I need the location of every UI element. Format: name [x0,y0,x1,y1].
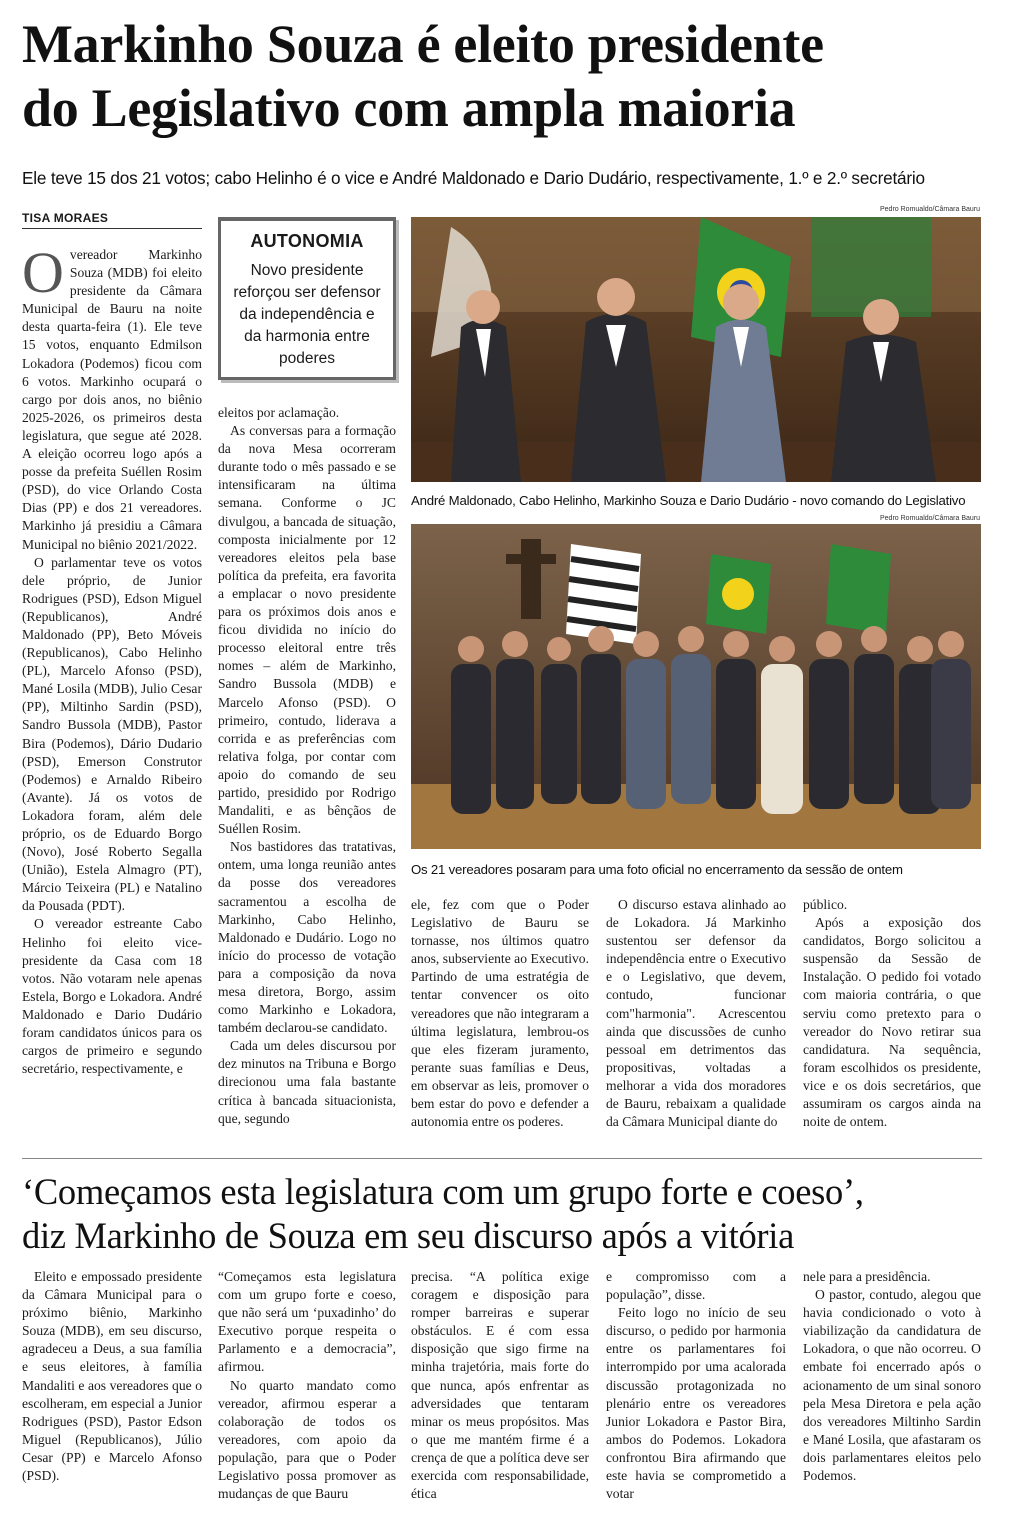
sidebar-text: Novo presidente reforçou ser defensor da independência e da harmonia entre poderes [233,262,381,367]
article2-column-2 [218,1268,396,1503]
article-paragraph: O parlamentar teve os votos dele próprio, de Junior Rodrigues (PSD), Edson Miguel (Republicanos), André Maldonado (PP), Beto Móveis (Republicanos), Cabo Helinho (PL), Marcelo Afonso (PSD), Mané Losila (MDB), Julio Cesar (PP), Miltinho Sardin (PSD), Sandro Bussola (MDB), Pastor Bira (Podemos), Dário Dudario (PSD), Emerson Construtor (Podemos) e Arnaldo Ribeiro (Avante). Já os votos de Lokadora foram, além dele próprio, os de Eduardo Borgo (Novo), José Roberto Segalla (União), Estela Almagro (PT), Márcio Teixeira (PL) e Natalino da Pousada (PDT). [22,554,202,914]
article2-column-3 [411,1268,589,1503]
article-column-2 [218,404,396,1128]
article2-column-4 [606,1268,786,1503]
article-column-4 [606,896,786,1131]
second-headline-line-2: diz Markinho de Souza em seu discurso após a vitória [22,1215,795,1256]
article-column-1 [22,240,202,1078]
headline-line-1: Markinho Souza é eleito presidente [22,14,824,74]
photo-caption: Os 21 vereadores posaram para uma foto oficial no encerramento da sessão de ontem [411,862,903,877]
photo-vereadores-grupo [411,524,981,849]
article2-column-5 [803,1268,981,1485]
photo-mesa-diretora [411,217,981,482]
section-divider [22,1158,982,1159]
photo-credit: Pedro Romualdo/Câmara Bauru [880,206,980,213]
article-paragraph: público. [803,897,848,912]
dropcap: O [22,240,64,305]
subhead: Ele teve 15 dos 21 votos; cabo Helinho é o vice e André Maldonado e Dario Dudário, respectivamente, 1.º e 2.º secretário [22,168,925,188]
second-headline [22,1170,997,1258]
article-paragraph: As conversas para a formação da nova Mesa ocorreram durante todo o mês passado e se intensificaram na última semana. Conforme o JC divulgou, a bancada de situação, composta inicialmente por 12 vereadores eleitos pela base política da prefeita, era favorita a emplacar o novo presidente para os próximos dois anos e ficou dividida no início do processo eleitoral entre três nomes – além de Markinho, Sandro Bussola (MDB) e Marcelo Afonso (PSD). O primeiro, contudo, liderava a corrida e as preferências com relativa folga, por contar com apoio do comando de seu partido, presidido por Rodrigo Mandaliti, e as bênçãos de Suéllen Rosim. [218,423,396,837]
article-paragraph: O pastor, contudo, alegou que havia condicionado o voto à viabilização da candidatura de Lokadora, o que não ocorreu. O embate foi encerrado após o acionamento de um sinal sonoro pela Mesa Diretora e pela ação dos vereadores Miltinho Sardin e Mané Losila, que afastaram os dois parlamentares eleitos pelo Podemos. [803,1287,981,1484]
article-paragraph: nele para a presidência. [803,1269,931,1284]
headline-line-2: do Legislativo com ampla maioria [22,78,796,138]
second-headline-line-1: ‘Começamos esta legislatura com um grupo forte e coeso’, [22,1171,864,1212]
article-paragraph: Após a exposição dos candidatos, Borgo solicitou a suspensão da Sessão de Instalação. O pedido foi votado com maioria contrária, o que serviu como pretexto para o vereador do Novo retirar sua candidatura. Na sequência, foram escolhidos os presidente, vice e os dois secretários, que assumiram os cargos ainda na noite de ontem. [803,915,981,1130]
headline [22,12,997,140]
photo-credit: Pedro Romualdo/Câmara Bauru [880,515,980,522]
article-paragraph: O vereador estreante Cabo Helinho foi eleito vice-presidente da Casa com 18 votos. Não votaram nele apenas Estela, Borgo e Lokadora. André Maldonado e Dario Dudário foram candidatos únicos para os cargos de primeiro e segundo secretário, respectivamente, e [22,916,202,1077]
article-paragraph: vereador Markinho Souza (MDB) foi eleito presidente da Câmara Municipal de Bauru na noite desta quarta-feira (1). Ele teve 15 votos, enquanto Edmilson Lokadora (Podemos) ficou com 6 votos. Markinho ocupará o cargo por dois anos, no biênio 2025-2026, os primeiros desta legislatura, que segue até 2028. A eleição ocorreu logo após a posse da prefeita Suéllen Rosim (PSD), do vice Orlando Costa Dias (PP) e dos 21 vereadores. Markinho já presidiu a Câmara Municipal no biênio 2021/2022. [22,247,202,552]
article-paragraph: precisa. “A política exige coragem e disposição para romper barreiras e superar obstáculos. E é com essa disposição que sigo firme na minha trajetória, mais forte do que nunca, após enfrentar as adversidades que tentaram minar os meus propósitos. Mas o que me mantém firme é a crença de que a política deve ser exercida com responsabilidade, ética [411,1269,589,1502]
article-column-5 [803,896,981,1131]
article-paragraph: O discurso estava alinhado ao de Lokadora. Já Markinho sustentou ser defensor da independência entre o Executivo e o Legislativo, que devem, contudo, funcionar com"harmonia". Acrescentou ainda que discussões de cunho pessoal em detrimentos das propositivas, voltadas a melhorar a vida dos moradores de Bauru, rebaixam a qualidade da Câmara Municipal diante do [606,897,786,1130]
byline: TISA MORAES [22,211,109,225]
article-paragraph: eleitos por aclamação. [218,405,340,420]
byline-rule [22,228,202,229]
article-paragraph: Cada um deles discursou por dez minutos na Tribuna e Borgo direcionou uma fala bastante crítica à bancada situacionista, que, segundo [218,1038,396,1126]
article-paragraph: Feito logo no início de seu discurso, o pedido por harmonia entre os parlamentares foi interrompido por uma acalorada discussão protagonizada no plenário entre os vereadores Junior Lokadora e Pastor Bira, ambos do Podemos. Lokadora confrontou Bira afirmando que este havia se comprometido a votar [606,1305,786,1502]
article-paragraph: “Começamos esta legislatura com um grupo forte e coeso, que não será um ‘puxadinho’ do Executivo porque respeita o Parlamento e a democracia”, afirmou. [218,1269,396,1375]
sidebar-box [218,217,396,380]
article-paragraph: Eleito e empossado presidente da Câmara Municipal para o próximo biênio, Markinho Souza (MDB), em seu discurso, agradeceu a Deus, a sua família e seus eleitores, à família Mandaliti e aos vereadores que o escolheram, em especial a Junior Rodrigues (PSD), Pastor Edson Miguel (Republicanos), Júlio Cesar (PP) e Marcelo Afonso (PSD). [22,1269,202,1484]
article-column-3 [411,896,589,1131]
article2-column-1 [22,1268,202,1485]
photo-caption: André Maldonado, Cabo Helinho, Markinho Souza e Dario Dudário - novo comando do Legislativo [411,493,966,508]
article-paragraph: e compromisso com a população”, disse. [606,1269,786,1303]
article-paragraph: No quarto mandato como vereador, afirmou esperar a colaboração de todos os vereadores, com apoio da população, para que o Poder Legislativo possa promover as mudanças de que Bauru [218,1377,396,1502]
sidebar-title: AUTONOMIA [250,231,364,251]
photo-vereadores-grupo-image [411,524,981,849]
article-paragraph: Nos bastidores das tratativas, ontem, uma longa reunião antes da posse dos vereadores sacramentou a escolha de Markinho, Cabo Helinho, Maldonado e Dudário. Logo no início do processo de votação para a composição da nova mesa diretora, Borgo, assim como Markinho e Lokadora, também declarou-se candidato. [218,839,396,1036]
article-paragraph: ele, fez com que o Poder Legislativo de Bauru se tornasse, nos últimos quatro anos, subserviente ao Executivo. Partindo de uma estratégia de tentar convencer os oito vereadores que não integraram a última legislatura, lembrou-os que eles fizeram juramento, perante suas famílias e Deus, em observar as leis, promover o bem estar do povo e defender a autonomia entre os poderes. [411,897,589,1130]
photo-mesa-diretora-image [411,217,981,482]
